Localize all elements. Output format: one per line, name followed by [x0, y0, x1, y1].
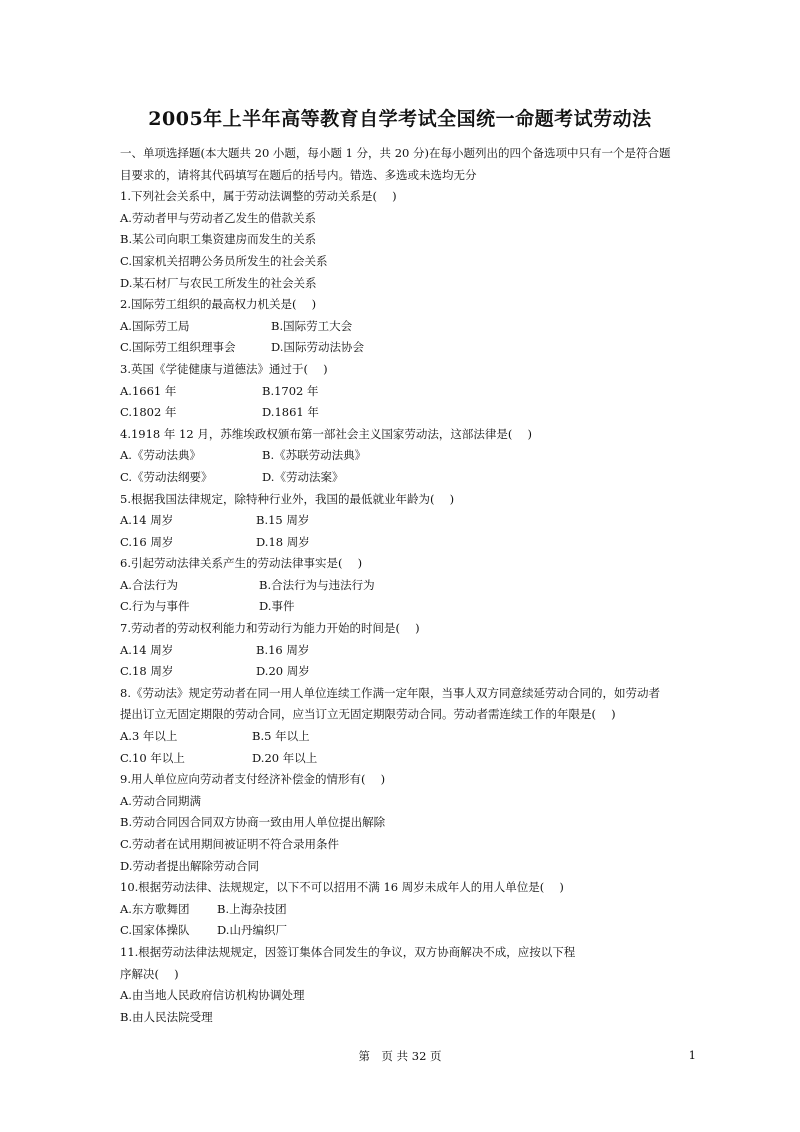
- section-intro-cont: 目要求的，请将其代码填写在题后的括号内。错选、多选或未选均无分: [120, 167, 477, 182]
- question-stem: 7.劳动者的劳动权利能力和劳动行为能力开始的时间是( ): [120, 621, 420, 636]
- option: D.事件: [259, 599, 295, 614]
- option-row: [120, 316, 700, 338]
- option: B.由人民法院受理: [120, 1009, 213, 1024]
- question-stem-cont: 提出订立无固定期限的劳动合同，应当订立无固定期限劳动合同。劳动者需连续工作的年限是( ): [120, 707, 616, 722]
- option: D.20 年以上: [252, 750, 318, 765]
- section-intro: 一、单项选择题(本大题共 20 小题，每小题 1 分，共 20 分)在每小题列出的四个备选项中只有一个是符合题: [120, 146, 671, 160]
- option: C.1802 年: [120, 405, 177, 420]
- exam-content: [120, 143, 700, 1028]
- option: B.5 年以上: [252, 729, 310, 744]
- option: B.劳动合同因合同双方协商一致由用人单位提出解除: [120, 815, 386, 830]
- option: A.劳动合同期满: [120, 793, 201, 808]
- option: C.《劳动法纲要》: [120, 469, 213, 484]
- option: D.18 周岁: [256, 534, 310, 549]
- option-row: [120, 661, 700, 683]
- option: D.20 周岁: [256, 664, 310, 679]
- option: C.国家体操队: [120, 923, 190, 938]
- option: A.劳动者甲与劳动者乙发生的借款关系: [120, 210, 316, 225]
- option: A.《劳动法典》: [120, 448, 201, 463]
- option: D.劳动者提出解除劳动合同: [120, 858, 259, 873]
- option: B.某公司向职工集资建房而发生的关系: [120, 232, 317, 247]
- option: C.劳动者在试用期间被证明不符合录用条件: [120, 837, 340, 851]
- option: D.国际劳动法协会: [271, 340, 364, 355]
- option: A.3 年以上: [120, 729, 178, 744]
- option-row: [120, 467, 700, 489]
- option: D.某石材厂与农民工所发生的社会关系: [120, 275, 317, 290]
- question-stem: 11.根据劳动法律法规规定，因签订集体合同发生的争议，双方协商解决不成，应按以下程: [120, 944, 576, 959]
- option: A.14 周岁: [120, 513, 174, 528]
- option: A.合法行为: [120, 577, 178, 592]
- question-stem-cont: 序解决( ): [120, 966, 179, 981]
- option-row: [120, 920, 700, 942]
- option-row: [120, 445, 700, 467]
- option: B.上海杂技团: [217, 901, 287, 916]
- option-row: [120, 575, 700, 597]
- question-stem: 5.根据我国法律规定，除特种行业外，我国的最低就业年龄为( ): [120, 491, 455, 506]
- question-stem: 9.用人单位应向劳动者支付经济补偿金的情形有( ): [120, 772, 386, 787]
- question-stem: 2.国际劳工组织的最高权力机关是( ): [120, 297, 317, 312]
- option: B.国际劳工大会: [271, 318, 353, 333]
- option: B.16 周岁: [256, 642, 310, 657]
- option-row: [120, 402, 700, 424]
- option: A.1661 年: [120, 383, 177, 398]
- option-row: [120, 748, 700, 770]
- page-count: 第 页 共 32 页: [358, 1049, 442, 1063]
- option-row: [120, 596, 700, 618]
- option-row: [120, 337, 700, 359]
- option: D.1861 年: [262, 405, 319, 420]
- document-title: 2005年上半年高等教育自学考试全国统一命题考试劳动法: [148, 108, 652, 130]
- option: C.10 年以上: [120, 750, 185, 765]
- option-row: [120, 532, 700, 554]
- option: A.国际劳工局: [120, 318, 190, 333]
- option: B.《苏联劳动法典》: [262, 448, 367, 463]
- option: C.行为与事件: [120, 599, 190, 614]
- option-row: [120, 899, 700, 921]
- option-row: [120, 510, 700, 532]
- option-row: [120, 381, 700, 403]
- option: C.16 周岁: [120, 534, 174, 549]
- question-stem: 6.引起劳动法律关系产生的劳动法律事实是( ): [120, 556, 363, 571]
- page-number: 1: [688, 1048, 696, 1062]
- option: C.国家机关招聘公务员所发生的社会关系: [120, 253, 328, 268]
- option: D.《劳动法案》: [262, 469, 344, 484]
- question-stem: 4.1918 年 12 月，苏维埃政权颁布第一部社会主义国家劳动法，这部法律是( ): [120, 426, 532, 441]
- option: C.18 周岁: [120, 664, 174, 679]
- option: B.合法行为与违法行为: [259, 577, 375, 592]
- option: B.1702 年: [262, 383, 319, 398]
- question-stem: 3.英国《学徒健康与道德法》通过于( ): [120, 361, 328, 376]
- option: A.东方歌舞团: [120, 901, 190, 916]
- option-row: [120, 640, 700, 662]
- option: A.14 周岁: [120, 642, 174, 657]
- option-row: [120, 726, 700, 748]
- option: C.国际劳工组织理事会: [120, 340, 236, 355]
- question-stem: 1.下列社会关系中，属于劳动法调整的劳动关系是( ): [120, 189, 397, 204]
- option: A.由当地人民政府信访机构协调处理: [120, 988, 305, 1003]
- option: B.15 周岁: [256, 513, 310, 528]
- option: D.山丹编织厂: [217, 923, 287, 938]
- question-stem: 10.根据劳动法律、法规规定，以下不可以招用不满 16 周岁未成年人的用人单位是( ): [120, 880, 564, 895]
- question-stem: 8.《劳动法》规定劳动者在同一用人单位连续工作满一定年限，当事人双方同意续延劳动合同的，如劳动者: [120, 685, 660, 700]
